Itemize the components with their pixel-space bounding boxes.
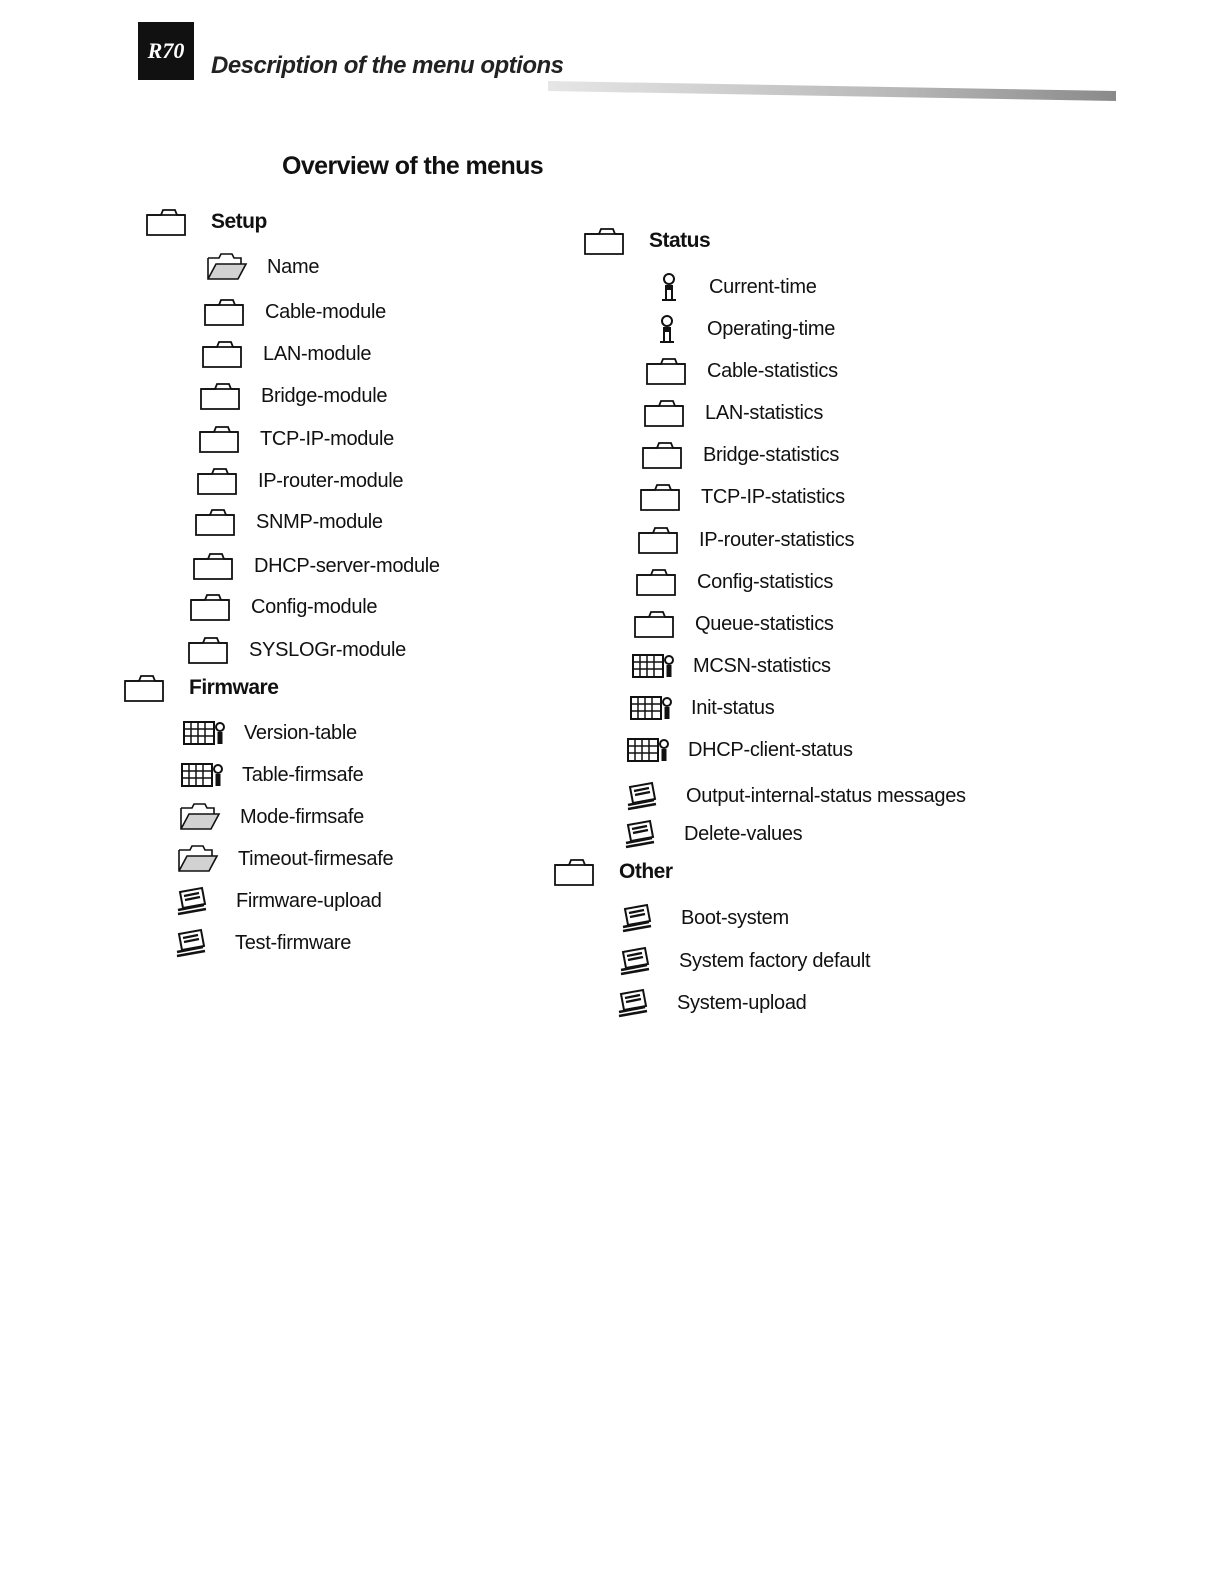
section-label: Status bbox=[649, 229, 711, 252]
folder-icon bbox=[123, 673, 167, 703]
folder-icon bbox=[635, 567, 679, 597]
item-label: Cable-module bbox=[265, 300, 386, 323]
menu-item bbox=[645, 314, 835, 344]
section-label: Setup bbox=[211, 210, 267, 233]
folder-icon bbox=[189, 592, 233, 622]
action-icon bbox=[619, 903, 663, 933]
page-badge: R70 bbox=[138, 22, 194, 80]
menu-item bbox=[176, 844, 393, 874]
folder-icon bbox=[639, 482, 683, 512]
item-label: Firmware-upload bbox=[236, 889, 382, 912]
item-label: IP-router-statistics bbox=[699, 528, 855, 551]
item-label: SNMP-module bbox=[256, 510, 383, 533]
menu-item bbox=[622, 819, 802, 849]
folder-icon bbox=[641, 440, 685, 470]
page-header bbox=[138, 22, 1118, 104]
item-label: System-upload bbox=[677, 991, 807, 1014]
item-label: Bridge-module bbox=[261, 384, 388, 407]
item-label: TCP-IP-statistics bbox=[701, 485, 845, 508]
item-label: Config-statistics bbox=[697, 570, 834, 593]
item-label: LAN-statistics bbox=[705, 401, 824, 424]
item-label: Version-table bbox=[244, 721, 357, 744]
folder-icon bbox=[192, 551, 236, 581]
item-label: DHCP-client-status bbox=[688, 738, 853, 761]
table-icon bbox=[182, 718, 226, 748]
menu-section bbox=[123, 673, 278, 703]
menu-item bbox=[194, 507, 383, 537]
item-label: Table-firmsafe bbox=[242, 763, 364, 786]
item-label: Boot-system bbox=[681, 906, 789, 929]
item-label: Bridge-statistics bbox=[703, 443, 840, 466]
item-label: Timeout-firmesafe bbox=[238, 847, 394, 870]
header-title: Description of the menu options bbox=[211, 52, 564, 79]
action-icon bbox=[622, 819, 666, 849]
menu-item bbox=[633, 609, 834, 639]
menu-item bbox=[615, 988, 807, 1018]
folder-icon bbox=[201, 339, 245, 369]
folder-icon bbox=[198, 424, 242, 454]
menu-item bbox=[624, 781, 966, 811]
menu-item bbox=[205, 252, 319, 282]
item-label: Mode-firmsafe bbox=[240, 805, 364, 828]
item-label: TCP-IP-module bbox=[260, 427, 394, 450]
menu-item bbox=[629, 693, 774, 723]
folder-icon bbox=[145, 207, 189, 237]
item-label: DHCP-server-module bbox=[254, 554, 440, 577]
folder-icon bbox=[583, 226, 627, 256]
menu-item bbox=[203, 297, 386, 327]
menu-item bbox=[639, 482, 845, 512]
item-label: Name bbox=[267, 255, 320, 278]
item-label: MCSN-statistics bbox=[693, 654, 831, 677]
menu-item bbox=[182, 718, 357, 748]
menu-item bbox=[187, 635, 406, 665]
menu-item bbox=[635, 567, 833, 597]
folder-icon bbox=[187, 635, 231, 665]
menu-item bbox=[647, 272, 817, 302]
open-folder-icon bbox=[205, 252, 249, 282]
overview-title: Overview of the menus bbox=[282, 152, 544, 180]
menu-item bbox=[178, 802, 364, 832]
action-icon bbox=[173, 928, 217, 958]
table-icon bbox=[631, 651, 675, 681]
item-label: Cable-statistics bbox=[707, 359, 838, 382]
folder-icon bbox=[637, 525, 681, 555]
menu-item bbox=[631, 651, 831, 681]
item-label: Queue-statistics bbox=[695, 612, 834, 635]
folder-icon bbox=[199, 381, 243, 411]
section-label: Other bbox=[619, 860, 673, 883]
action-icon bbox=[615, 988, 659, 1018]
folder-icon bbox=[194, 507, 238, 537]
item-label: Test-firmware bbox=[235, 931, 352, 954]
section-label: Firmware bbox=[189, 676, 279, 699]
table-icon bbox=[180, 760, 224, 790]
item-label: Output-internal-status messages bbox=[686, 784, 966, 807]
table-icon bbox=[629, 693, 673, 723]
folder-icon bbox=[633, 609, 677, 639]
info-icon bbox=[645, 314, 689, 344]
item-label: Operating-time bbox=[707, 317, 836, 340]
item-label: Current-time bbox=[709, 275, 817, 298]
info-icon bbox=[647, 272, 691, 302]
action-icon bbox=[174, 886, 218, 916]
menu-item bbox=[189, 592, 377, 622]
header-rule bbox=[548, 81, 1116, 101]
item-label: LAN-module bbox=[263, 342, 372, 365]
item-label: Delete-values bbox=[684, 822, 803, 845]
menu-item bbox=[173, 928, 351, 958]
item-label: SYSLOGr-module bbox=[249, 638, 406, 661]
item-label: Config-module bbox=[251, 595, 378, 618]
folder-icon bbox=[553, 857, 597, 887]
menu-item bbox=[199, 381, 387, 411]
menu-item bbox=[643, 398, 823, 428]
folder-icon bbox=[203, 297, 247, 327]
menu-item bbox=[196, 466, 403, 496]
action-icon bbox=[624, 781, 668, 811]
menu-item bbox=[619, 903, 789, 933]
menu-item bbox=[192, 551, 440, 581]
table-icon bbox=[626, 735, 670, 765]
menu-item bbox=[617, 946, 870, 976]
action-icon bbox=[617, 946, 661, 976]
menu-item bbox=[645, 356, 838, 386]
folder-icon bbox=[643, 398, 687, 428]
menu-item bbox=[174, 886, 382, 916]
open-folder-icon bbox=[178, 802, 222, 832]
item-label: IP-router-module bbox=[258, 469, 404, 492]
menu-item bbox=[626, 735, 853, 765]
menu-item bbox=[637, 525, 854, 555]
menu-item bbox=[641, 440, 839, 470]
open-folder-icon bbox=[176, 844, 220, 874]
menu-section bbox=[553, 857, 673, 887]
folder-icon bbox=[196, 466, 240, 496]
item-label: System factory default bbox=[679, 949, 871, 972]
folder-icon bbox=[645, 356, 689, 386]
menu-section bbox=[145, 207, 267, 237]
menu-item bbox=[180, 760, 363, 790]
menu-item bbox=[201, 339, 371, 369]
item-label: Init-status bbox=[691, 696, 775, 719]
menu-item bbox=[198, 424, 394, 454]
menu-section bbox=[583, 226, 710, 256]
